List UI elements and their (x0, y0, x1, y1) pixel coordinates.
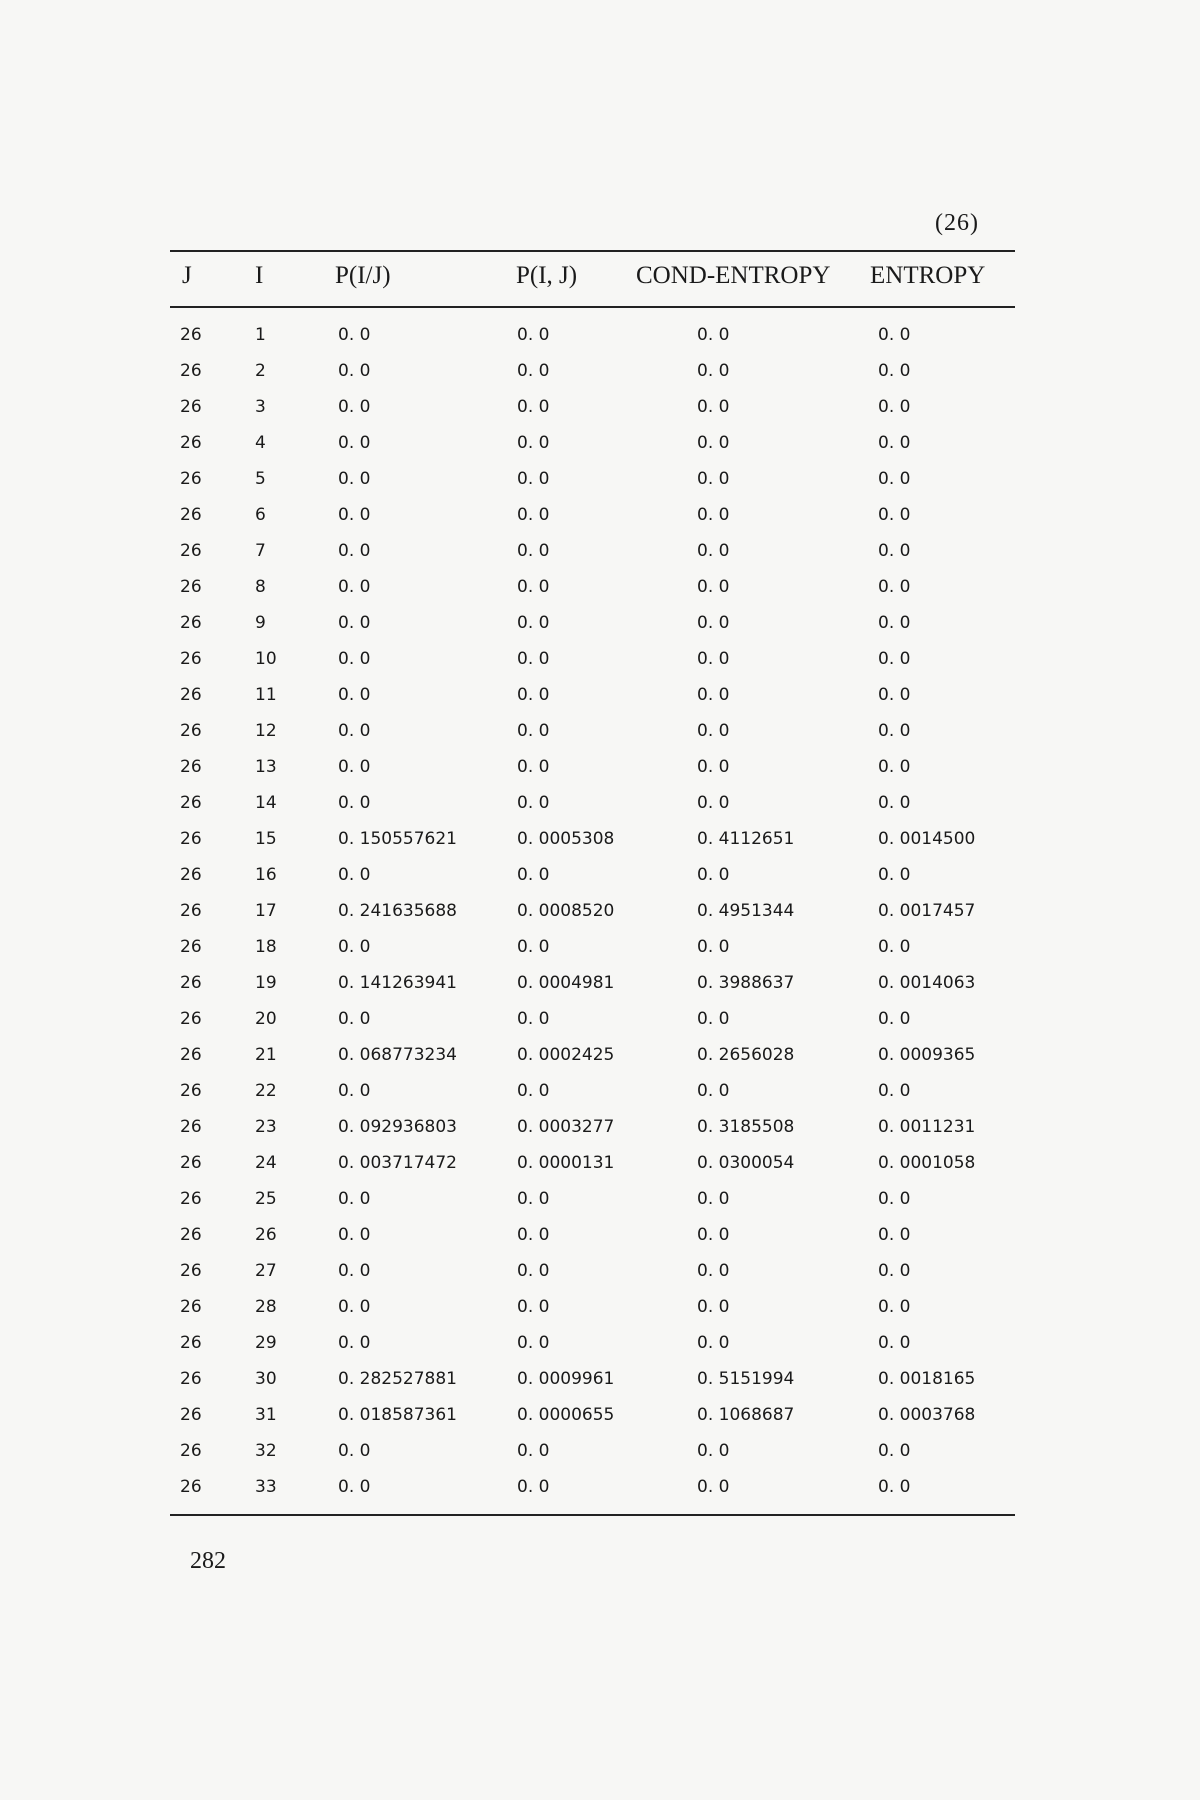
cell-p-i-j: 0. 0 (517, 1297, 550, 1317)
table-row (0, 1038, 1200, 1074)
cell-i: 10 (255, 649, 277, 669)
cell-entropy: 0. 0 (878, 361, 911, 381)
cell-j: 26 (180, 1333, 202, 1353)
cell-j: 26 (180, 361, 202, 381)
cell-i: 18 (255, 937, 277, 957)
cell-j: 26 (180, 685, 202, 705)
cell-i: 12 (255, 721, 277, 741)
cell-entropy: 0. 0 (878, 865, 911, 885)
cell-cond-entropy: 0. 0 (697, 1333, 730, 1353)
cell-i: 5 (255, 469, 266, 489)
cell-cond-entropy: 0. 2656028 (697, 1045, 795, 1065)
cell-j: 26 (180, 937, 202, 957)
cell-i: 28 (255, 1297, 277, 1317)
cell-entropy: 0. 0014500 (878, 829, 976, 849)
cell-j: 26 (180, 829, 202, 849)
table-row (0, 1470, 1200, 1506)
cell-entropy: 0. 0 (878, 1225, 911, 1245)
cell-j: 26 (180, 1153, 202, 1173)
cell-i: 17 (255, 901, 277, 921)
cell-cond-entropy: 0. 0 (697, 469, 730, 489)
cell-i: 13 (255, 757, 277, 777)
page-number-bottom: 282 (190, 1548, 226, 1574)
cell-j: 26 (180, 1009, 202, 1029)
cell-p-i-j: 0. 0 (517, 505, 550, 525)
cell-p-i-given-j: 0. 0 (338, 1477, 371, 1497)
cell-j: 26 (180, 397, 202, 417)
cell-j: 26 (180, 721, 202, 741)
cell-entropy: 0. 0 (878, 577, 911, 597)
cell-cond-entropy: 0. 0 (697, 1297, 730, 1317)
cell-entropy: 0. 0 (878, 541, 911, 561)
cell-j: 26 (180, 469, 202, 489)
cell-p-i-given-j: 0. 0 (338, 433, 371, 453)
table-row (0, 858, 1200, 894)
cell-cond-entropy: 0. 0 (697, 721, 730, 741)
cell-i: 27 (255, 1261, 277, 1281)
cell-p-i-j: 0. 0 (517, 1081, 550, 1101)
cell-entropy: 0. 0 (878, 1477, 911, 1497)
cell-i: 6 (255, 505, 266, 525)
cell-j: 26 (180, 541, 202, 561)
cell-cond-entropy: 0. 0 (697, 1189, 730, 1209)
cell-j: 26 (180, 505, 202, 525)
table-row (0, 1074, 1200, 1110)
cell-entropy: 0. 0001058 (878, 1153, 976, 1173)
table-row (0, 1002, 1200, 1038)
cell-p-i-given-j: 0. 0 (338, 1009, 371, 1029)
table-row (0, 1218, 1200, 1254)
cell-cond-entropy: 0. 3185508 (697, 1117, 795, 1137)
cell-p-i-given-j: 0. 003717472 (338, 1153, 457, 1173)
cell-p-i-given-j: 0. 0 (338, 937, 371, 957)
cell-p-i-j: 0. 0 (517, 1009, 550, 1029)
cell-cond-entropy: 0. 0 (697, 865, 730, 885)
cell-p-i-j: 0. 0 (517, 793, 550, 813)
table-row (0, 354, 1200, 390)
cell-p-i-j: 0. 0004981 (517, 973, 615, 993)
cell-cond-entropy: 0. 5151994 (697, 1369, 795, 1389)
cell-j: 26 (180, 1117, 202, 1137)
table-row (0, 606, 1200, 642)
cell-cond-entropy: 0. 3988637 (697, 973, 795, 993)
cell-entropy: 0. 0018165 (878, 1369, 976, 1389)
cell-p-i-given-j: 0. 0 (338, 577, 371, 597)
cell-p-i-j: 0. 0 (517, 613, 550, 633)
cell-entropy: 0. 0 (878, 505, 911, 525)
cell-p-i-j: 0. 0 (517, 937, 550, 957)
cell-p-i-given-j: 0. 0 (338, 1189, 371, 1209)
cell-p-i-j: 0. 0 (517, 1441, 550, 1461)
cell-entropy: 0. 0 (878, 1441, 911, 1461)
cell-p-i-j: 0. 0 (517, 649, 550, 669)
cell-cond-entropy: 0. 0 (697, 1441, 730, 1461)
cell-entropy: 0. 0 (878, 613, 911, 633)
cell-p-i-given-j: 0. 0 (338, 1297, 371, 1317)
cell-j: 26 (180, 1405, 202, 1425)
cell-p-i-given-j: 0. 0 (338, 685, 371, 705)
table-row (0, 930, 1200, 966)
cell-cond-entropy: 0. 0 (697, 613, 730, 633)
cell-cond-entropy: 0. 0 (697, 1009, 730, 1029)
cell-entropy: 0. 0003768 (878, 1405, 976, 1425)
cell-cond-entropy: 0. 0 (697, 397, 730, 417)
table-row (0, 1434, 1200, 1470)
cell-entropy: 0. 0 (878, 469, 911, 489)
table-row (0, 426, 1200, 462)
cell-p-i-given-j: 0. 141263941 (338, 973, 457, 993)
cell-j: 26 (180, 1081, 202, 1101)
table-row (0, 1146, 1200, 1182)
cell-i: 14 (255, 793, 277, 813)
cell-p-i-j: 0. 0 (517, 397, 550, 417)
table-bottom-rule (170, 1514, 1015, 1516)
cell-p-i-j: 0. 0 (517, 469, 550, 489)
cell-i: 16 (255, 865, 277, 885)
table-row (0, 1290, 1200, 1326)
cell-j: 26 (180, 1225, 202, 1245)
cell-entropy: 0. 0 (878, 685, 911, 705)
cell-p-i-given-j: 0. 0 (338, 397, 371, 417)
cell-p-i-given-j: 0. 092936803 (338, 1117, 457, 1137)
cell-j: 26 (180, 433, 202, 453)
cell-i: 32 (255, 1441, 277, 1461)
cell-p-i-given-j: 0. 0 (338, 793, 371, 813)
cell-p-i-j: 0. 0 (517, 1477, 550, 1497)
cell-cond-entropy: 0. 0 (697, 1225, 730, 1245)
cell-j: 26 (180, 1369, 202, 1389)
table-row (0, 750, 1200, 786)
cell-cond-entropy: 0. 0 (697, 793, 730, 813)
table-row (0, 1326, 1200, 1362)
cell-i: 15 (255, 829, 277, 849)
cell-p-i-j: 0. 0 (517, 1225, 550, 1245)
cell-entropy: 0. 0 (878, 325, 911, 345)
table-row (0, 318, 1200, 354)
table-header-row (0, 262, 1200, 298)
cell-p-i-given-j: 0. 0 (338, 1441, 371, 1461)
cell-entropy: 0. 0 (878, 1297, 911, 1317)
cell-entropy: 0. 0009365 (878, 1045, 976, 1065)
cell-p-i-j: 0. 0 (517, 685, 550, 705)
table-row (0, 462, 1200, 498)
cell-i: 30 (255, 1369, 277, 1389)
cell-p-i-j: 0. 0000131 (517, 1153, 615, 1173)
cell-p-i-given-j: 0. 0 (338, 361, 371, 381)
cell-cond-entropy: 0. 0 (697, 325, 730, 345)
cell-p-i-given-j: 0. 0 (338, 505, 371, 525)
cell-entropy: 0. 0 (878, 793, 911, 813)
cell-i: 1 (255, 325, 266, 345)
table-row (0, 822, 1200, 858)
table-row (0, 1398, 1200, 1434)
cell-cond-entropy: 0. 0 (697, 541, 730, 561)
cell-p-i-given-j: 0. 0 (338, 541, 371, 561)
cell-j: 26 (180, 325, 202, 345)
cell-cond-entropy: 0. 0 (697, 757, 730, 777)
header-j: J (182, 262, 192, 289)
cell-cond-entropy: 0. 4112651 (697, 829, 795, 849)
cell-j: 26 (180, 793, 202, 813)
cell-p-i-given-j: 0. 0 (338, 757, 371, 777)
cell-p-i-given-j: 0. 068773234 (338, 1045, 457, 1065)
cell-i: 4 (255, 433, 266, 453)
cell-cond-entropy: 0. 0 (697, 505, 730, 525)
table-row (0, 498, 1200, 534)
table-row (0, 1110, 1200, 1146)
cell-p-i-given-j: 0. 0 (338, 1333, 371, 1353)
cell-entropy: 0. 0 (878, 649, 911, 669)
header-p-i-given-j: P(I/J) (335, 262, 391, 289)
cell-i: 11 (255, 685, 277, 705)
cell-cond-entropy: 0. 0 (697, 937, 730, 957)
cell-p-i-j: 0. 0005308 (517, 829, 615, 849)
cell-entropy: 0. 0 (878, 1081, 911, 1101)
cell-entropy: 0. 0 (878, 397, 911, 417)
cell-i: 3 (255, 397, 266, 417)
cell-p-i-given-j: 0. 0 (338, 1081, 371, 1101)
table-body (0, 318, 1200, 1506)
cell-entropy: 0. 0 (878, 1009, 911, 1029)
cell-i: 20 (255, 1009, 277, 1029)
cell-p-i-j: 0. 0 (517, 361, 550, 381)
cell-p-i-j: 0. 0 (517, 577, 550, 597)
table-row (0, 534, 1200, 570)
cell-j: 26 (180, 973, 202, 993)
cell-entropy: 0. 0 (878, 937, 911, 957)
cell-p-i-j: 0. 0 (517, 1189, 550, 1209)
cell-i: 24 (255, 1153, 277, 1173)
table-top-rule (170, 250, 1015, 252)
cell-p-i-given-j: 0. 241635688 (338, 901, 457, 921)
cell-j: 26 (180, 613, 202, 633)
cell-p-i-j: 0. 0008520 (517, 901, 615, 921)
cell-cond-entropy: 0. 4951344 (697, 901, 795, 921)
cell-i: 33 (255, 1477, 277, 1497)
table-row (0, 570, 1200, 606)
cell-j: 26 (180, 1441, 202, 1461)
cell-i: 21 (255, 1045, 277, 1065)
cell-entropy: 0. 0017457 (878, 901, 976, 921)
cell-entropy: 0. 0 (878, 1333, 911, 1353)
cell-j: 26 (180, 577, 202, 597)
cell-p-i-j: 0. 0000655 (517, 1405, 615, 1425)
cell-entropy: 0. 0 (878, 1261, 911, 1281)
cell-j: 26 (180, 1045, 202, 1065)
cell-p-i-given-j: 0. 150557621 (338, 829, 457, 849)
cell-j: 26 (180, 757, 202, 777)
cell-j: 26 (180, 901, 202, 921)
cell-i: 31 (255, 1405, 277, 1425)
cell-i: 8 (255, 577, 266, 597)
cell-i: 19 (255, 973, 277, 993)
cell-entropy: 0. 0 (878, 1189, 911, 1209)
cell-p-i-j: 0. 0 (517, 541, 550, 561)
cell-i: 9 (255, 613, 266, 633)
cell-p-i-given-j: 0. 0 (338, 325, 371, 345)
header-cond-entropy: COND-ENTROPY (636, 262, 831, 289)
cell-i: 22 (255, 1081, 277, 1101)
cell-p-i-given-j: 0. 0 (338, 649, 371, 669)
cell-entropy: 0. 0 (878, 433, 911, 453)
cell-cond-entropy: 0. 0 (697, 1261, 730, 1281)
cell-p-i-j: 0. 0 (517, 1261, 550, 1281)
cell-p-i-j: 0. 0 (517, 433, 550, 453)
cell-p-i-given-j: 0. 0 (338, 1261, 371, 1281)
cell-p-i-j: 0. 0 (517, 865, 550, 885)
cell-i: 29 (255, 1333, 277, 1353)
cell-j: 26 (180, 865, 202, 885)
cell-j: 26 (180, 1261, 202, 1281)
cell-cond-entropy: 0. 0 (697, 1081, 730, 1101)
cell-p-i-j: 0. 0 (517, 757, 550, 777)
cell-j: 26 (180, 1297, 202, 1317)
cell-p-i-given-j: 0. 018587361 (338, 1405, 457, 1425)
cell-cond-entropy: 0. 1068687 (697, 1405, 795, 1425)
cell-j: 26 (180, 649, 202, 669)
table-row (0, 390, 1200, 426)
cell-entropy: 0. 0011231 (878, 1117, 976, 1137)
cell-i: 26 (255, 1225, 277, 1245)
table-row (0, 894, 1200, 930)
cell-p-i-j: 0. 0 (517, 1333, 550, 1353)
table-row (0, 642, 1200, 678)
cell-p-i-given-j: 0. 282527881 (338, 1369, 457, 1389)
cell-cond-entropy: 0. 0300054 (697, 1153, 795, 1173)
cell-p-i-j: 0. 0 (517, 325, 550, 345)
cell-entropy: 0. 0 (878, 721, 911, 741)
cell-cond-entropy: 0. 0 (697, 649, 730, 669)
table-row (0, 786, 1200, 822)
table-row (0, 678, 1200, 714)
cell-p-i-given-j: 0. 0 (338, 865, 371, 885)
cell-entropy: 0. 0014063 (878, 973, 976, 993)
table-row (0, 1254, 1200, 1290)
cell-entropy: 0. 0 (878, 757, 911, 777)
cell-j: 26 (180, 1477, 202, 1497)
cell-i: 23 (255, 1117, 277, 1137)
page-number-top: (26) (935, 210, 979, 236)
cell-i: 2 (255, 361, 266, 381)
cell-i: 25 (255, 1189, 277, 1209)
cell-cond-entropy: 0. 0 (697, 685, 730, 705)
table-header-rule (170, 306, 1015, 308)
cell-p-i-given-j: 0. 0 (338, 469, 371, 489)
cell-j: 26 (180, 1189, 202, 1209)
header-i: I (255, 262, 264, 289)
table-row (0, 1182, 1200, 1218)
cell-cond-entropy: 0. 0 (697, 361, 730, 381)
header-entropy: ENTROPY (870, 262, 986, 289)
cell-p-i-j: 0. 0009961 (517, 1369, 615, 1389)
cell-p-i-given-j: 0. 0 (338, 721, 371, 741)
cell-cond-entropy: 0. 0 (697, 577, 730, 597)
cell-p-i-j: 0. 0002425 (517, 1045, 615, 1065)
header-p-i-j: P(I, J) (516, 262, 578, 289)
cell-p-i-j: 0. 0 (517, 721, 550, 741)
cell-p-i-given-j: 0. 0 (338, 1225, 371, 1245)
cell-cond-entropy: 0. 0 (697, 433, 730, 453)
cell-p-i-given-j: 0. 0 (338, 613, 371, 633)
table-row (0, 1362, 1200, 1398)
table-row (0, 714, 1200, 750)
cell-cond-entropy: 0. 0 (697, 1477, 730, 1497)
table-row (0, 966, 1200, 1002)
cell-i: 7 (255, 541, 266, 561)
cell-p-i-j: 0. 0003277 (517, 1117, 615, 1137)
